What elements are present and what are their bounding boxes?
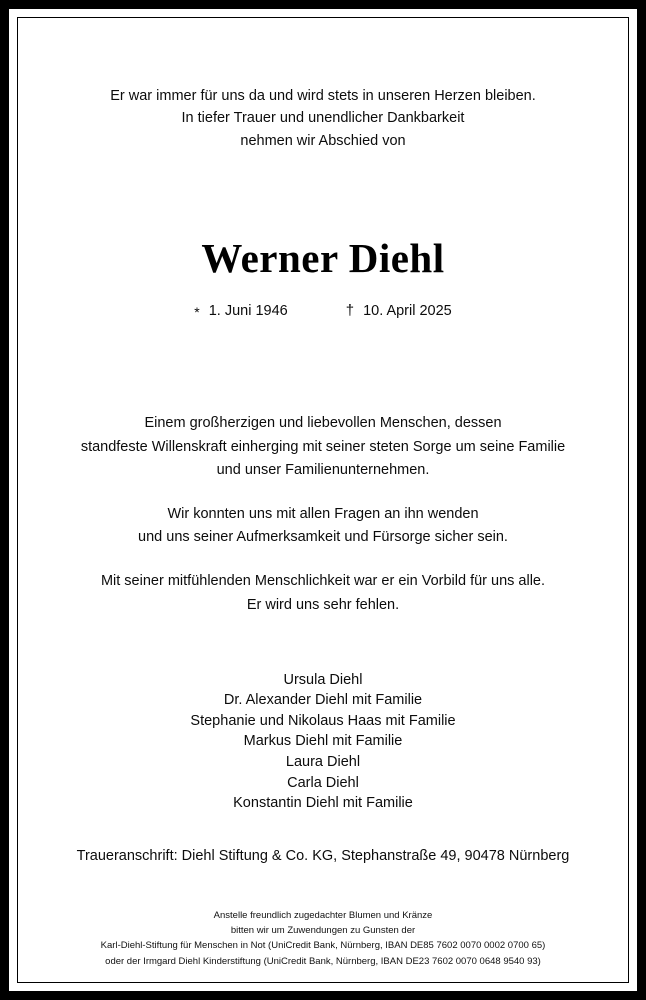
footer-line: Karl-Diehl-Stiftung für Menschen in Not (UniCredit Bank, Nürnberg, IBAN DE85 7602 0070 0002 0700 65): [100, 940, 546, 952]
tribute-line: Wir konnten uns mit allen Fragen an ihn wenden: [167, 505, 479, 522]
tribute-line: und uns seiner Aufmerksamkeit und Fürsorge sicher sein.: [138, 529, 508, 546]
intro-line-3: nehmen wir Abschied von: [240, 132, 406, 149]
footer-line: Anstelle freundlich zugedachter Blumen und Kränze: [213, 909, 433, 921]
tribute-line: Mit seiner mitfühlenden Menschlichkeit war er ein Vorbild für uns alle.: [100, 573, 546, 590]
list-item: Laura Diehl: [285, 754, 361, 771]
list-item: Ursula Diehl: [283, 671, 363, 688]
donation-footer: [9, 908, 637, 970]
birth-star-icon: *: [194, 304, 200, 321]
list-item: Stephanie und Nikolaus Haas mit Familie: [190, 712, 456, 729]
list-item: Carla Diehl: [287, 774, 359, 791]
death-date: 10. April 2025: [363, 303, 452, 320]
family-list: [190, 670, 455, 814]
list-item: Dr. Alexander Diehl mit Familie: [223, 692, 423, 709]
life-dates: [194, 302, 452, 319]
deceased-name: Werner Diehl: [201, 235, 445, 282]
footer-line: oder der Irmgard Diehl Kinderstiftung (UniCredit Bank, Nürnberg, IBAN DE23 7602 0070 0648 9540 93): [105, 955, 541, 967]
intro-line-2: In tiefer Trauer und unendlicher Dankbarkeit: [181, 110, 465, 127]
footer-line: bitten wir um Zuwendungen zu Gunsten der: [230, 924, 416, 936]
notice-content: [31, 29, 615, 973]
tribute-line: standfeste Willenskraft einherging mit seiner steten Sorge um seine Familie: [80, 438, 566, 455]
mourning-address: Traueranschrift: Diehl Stiftung & Co. KG, Stephanstraße 49, 90478 Nürnberg: [76, 847, 570, 864]
death-cross-icon: †: [345, 302, 355, 320]
list-item: Markus Diehl mit Familie: [243, 733, 403, 750]
tribute-line: Einem großherzigen und liebevollen Menschen, dessen: [144, 415, 502, 432]
tribute-line: und unser Familienunternehmen.: [216, 461, 430, 478]
tribute-text: [81, 391, 565, 616]
birth-date: 1. Juni 1946: [208, 303, 288, 320]
list-item: Konstantin Diehl mit Familie: [233, 795, 413, 812]
tribute-line: Er wird uns sehr fehlen.: [246, 596, 400, 613]
intro-text: [110, 85, 536, 152]
intro-line-1: Er war immer für uns da und wird stets in unseren Herzen bleiben.: [110, 88, 536, 104]
